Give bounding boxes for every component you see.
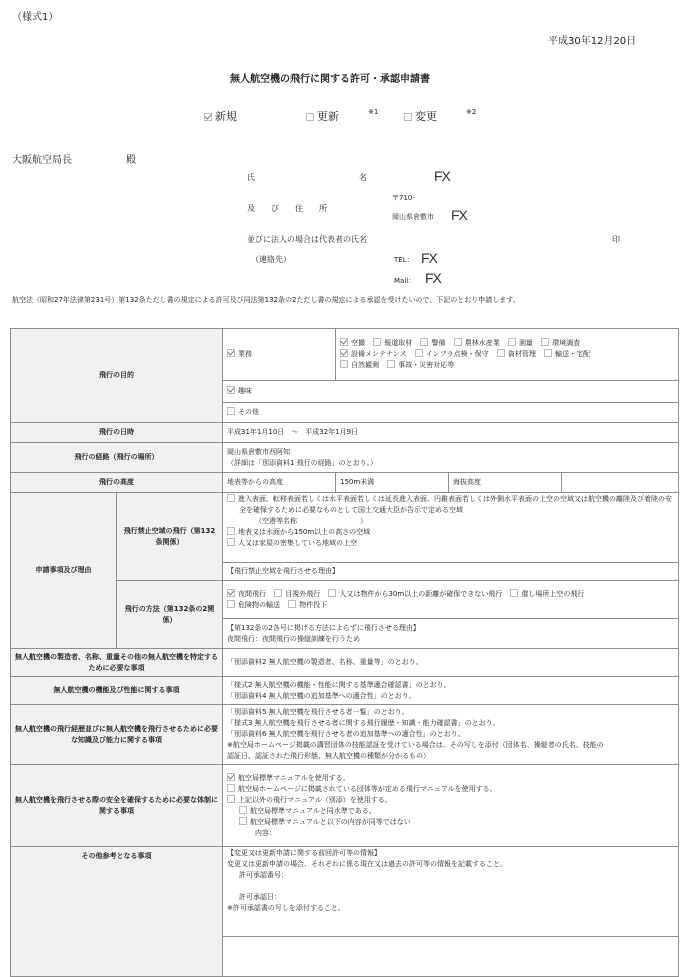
checkbox-icon bbox=[227, 494, 235, 502]
checkbox-icon bbox=[328, 589, 336, 597]
check-icon bbox=[227, 349, 235, 357]
name-value: FX bbox=[434, 168, 450, 184]
method-bvlos[interactable]: 目視外飛行 bbox=[274, 589, 320, 600]
application-date: 平成30年12月20日 bbox=[548, 36, 637, 47]
checkbox-icon bbox=[227, 784, 235, 792]
address-label: 及 び 住 所 bbox=[247, 204, 327, 213]
method-items bbox=[223, 581, 679, 619]
prohibited-item-dense[interactable]: 人又は家屋の密集している地域の上空 bbox=[227, 538, 674, 549]
checkbox-icon bbox=[387, 360, 395, 368]
dates-label: 飛行の日時 bbox=[11, 423, 223, 443]
safety-std-manual[interactable]: 航空局標準マニュアルを使用する。 bbox=[227, 773, 674, 784]
checkbox-icon bbox=[404, 113, 412, 121]
address-value: FX bbox=[451, 207, 467, 223]
type-new[interactable]: 新規 bbox=[204, 108, 237, 124]
mail-value: FX bbox=[425, 270, 441, 286]
checkbox-icon bbox=[227, 527, 235, 535]
checkbox-icon bbox=[544, 349, 552, 357]
checkbox-icon bbox=[306, 113, 314, 121]
checkbox-icon bbox=[415, 349, 423, 357]
route-value: 岡山県倉敷市西阿知 （詳細は「別添資料1 飛行の経路」のとおり。） bbox=[223, 443, 679, 473]
checkbox-icon bbox=[510, 589, 518, 597]
note-mark-2: ※2 bbox=[466, 108, 477, 116]
manufacturer-value: 「別添資料2 無人航空機の製造者、名称、重量等」のとおり。 bbox=[223, 649, 679, 677]
manufacturer-label: 無人航空機の製造者、名称、重量その他の無人航空機を特定するために必要な事項 bbox=[11, 649, 223, 677]
form-number: （様式1） bbox=[12, 12, 59, 23]
opt-infra[interactable]: インフラ点検・保守 bbox=[415, 349, 489, 360]
checkbox-icon bbox=[227, 407, 235, 415]
method-drop[interactable]: 物件投下 bbox=[288, 600, 327, 611]
prohibited-item-airport[interactable]: 進入表面、転移表面若しくは水平表面若しくは延長進入表面、円錐表面若しくは外側水平表面の上空の空域又は航空機の離陸及び着陸の安全を確保するために必要なものとして国土交通大臣が告示で定める空域 bbox=[227, 494, 674, 516]
opt-delivery[interactable]: 輸送・宅配 bbox=[544, 349, 590, 360]
checkbox-icon bbox=[541, 338, 549, 346]
checkbox-icon bbox=[274, 589, 282, 597]
method-event[interactable]: 催し場所上空の飛行 bbox=[510, 589, 584, 600]
method-30m[interactable]: 人又は物件から30m以上の距離が確保できない飛行 bbox=[328, 589, 502, 600]
business-options bbox=[336, 329, 679, 381]
addressee: 大阪航空局長 bbox=[12, 155, 72, 166]
performance-value: 「様式2 無人航空機の機能・性能に関する基準適合確認書」のとおり。 「別添資料4 無人航空機の追加基準への適合性」のとおり。 bbox=[223, 677, 679, 705]
opt-aerial[interactable]: 空撮 bbox=[340, 338, 365, 349]
checkbox-icon bbox=[239, 817, 247, 825]
check-icon bbox=[227, 386, 235, 394]
page-title: 無人航空機の飛行に関する許可・承認申請書 bbox=[230, 74, 430, 85]
experience-value: 「別添資料5 無人航空機を飛行させる者一覧」のとおり。 「様式3 無人航空機を飛行させる者に関する飛行履歴・知識・能力確認書」のとおり。 「別添資料6 無人航空機を飛行させる者の追加基準への適合性」のとおり。 ※航空局ホームページ掲載の講習団体の技能認証を受けている場合は、その写しを添付（団体名、操縦者の氏名、技能の 認証日、認証された飛行形態、無人航空機の種類が分かるもの） bbox=[223, 705, 679, 765]
seal-mark: 印 bbox=[612, 235, 620, 244]
intro-text: 航空法（昭和27年法律第231号）第132条ただし書の規定による許可及び同法第132条の2ただし書の規定による承認を受けたいので、下記のとおり申請します。 bbox=[12, 296, 520, 304]
representative-label: 並びに法人の場合は代表者の氏名 bbox=[247, 235, 367, 244]
checkbox-icon bbox=[373, 338, 381, 346]
checkbox-icon bbox=[227, 600, 235, 608]
safety-not-same[interactable]: 航空局標準マニュアルと以下の内容が同等ではない bbox=[227, 817, 674, 828]
purpose-hobby[interactable]: 趣味 bbox=[223, 381, 679, 403]
type-change[interactable]: 変更 bbox=[404, 108, 437, 124]
check-icon bbox=[340, 338, 348, 346]
safety-other-manual[interactable]: 上記以外の飛行マニュアル（別添）を使用する。 bbox=[227, 795, 674, 806]
prohibited-item-150m[interactable]: 地表又は水面から150m以上の高さの空域 bbox=[227, 527, 674, 538]
checkbox-icon bbox=[508, 338, 516, 346]
checkbox-icon bbox=[340, 360, 348, 368]
postal-code: 〒710- bbox=[392, 194, 415, 202]
route-label: 飛行の経路（飛行の場所） bbox=[11, 443, 223, 473]
performance-label: 無人航空機の機能及び性能に関する事項 bbox=[11, 677, 223, 705]
contact-label: （連絡先） bbox=[251, 255, 291, 264]
dates-value: 平成31年1月10日 ～ 平成32年1月9日 bbox=[223, 423, 679, 443]
other-ref-label: その他参考となる事項 bbox=[11, 847, 223, 977]
check-icon bbox=[227, 589, 235, 597]
name-label: 氏 名 bbox=[247, 173, 367, 182]
experience-label: 無人航空機の飛行経歴並びに無人航空機を飛行させるために必要な知識及び能力に関する事項 bbox=[11, 705, 223, 765]
opt-materials[interactable]: 資材管理 bbox=[497, 349, 536, 360]
checkbox-icon bbox=[497, 349, 505, 357]
checkbox-icon bbox=[288, 600, 296, 608]
method-reason: 【第132条の2各号に掲げる方法によらずに飛行させる理由】 夜間飛行：夜間飛行の操縦訓練を行うため bbox=[223, 619, 679, 649]
tel-label: TEL： bbox=[394, 256, 414, 264]
altitude-ground-value: 150m未満 bbox=[336, 473, 449, 493]
safety-label: 無人航空機を飛行させる際の安全を確保するために必要な体制に関する事項 bbox=[11, 765, 223, 847]
altitude-ground-label: 地表等からの高度 bbox=[223, 473, 336, 493]
opt-env[interactable]: 環境調査 bbox=[541, 338, 580, 349]
opt-security[interactable]: 警備 bbox=[420, 338, 445, 349]
checkbox-icon bbox=[227, 795, 235, 803]
checkbox-icon bbox=[454, 338, 462, 346]
method-night[interactable]: 夜間飛行 bbox=[227, 589, 266, 600]
purpose-business[interactable]: 業務 bbox=[223, 329, 336, 381]
prohibited-label: 飛行禁止空域の飛行（第132条関係） bbox=[117, 493, 223, 581]
opt-nature[interactable]: 自然観測 bbox=[340, 360, 379, 371]
altitude-sea-value bbox=[562, 473, 679, 493]
prohibited-items bbox=[223, 493, 679, 563]
safety-value bbox=[223, 765, 679, 847]
purpose-label: 飛行の目的 bbox=[11, 329, 223, 423]
mail-label: Mail： bbox=[394, 277, 416, 285]
tel-value: FX bbox=[421, 250, 437, 266]
check-icon bbox=[204, 113, 212, 121]
checkbox-icon bbox=[420, 338, 428, 346]
other-ref-blank bbox=[223, 937, 679, 977]
type-renew[interactable]: 更新 bbox=[306, 108, 339, 124]
altitude-label: 飛行の高度 bbox=[11, 473, 223, 493]
opt-maintenance[interactable]: 設備メンテナンス bbox=[340, 349, 406, 360]
safety-content-label: 内容： bbox=[255, 828, 276, 837]
opt-disaster[interactable]: 事故・災害対応等 bbox=[387, 360, 454, 371]
airspace-name: （空港等名称 ） bbox=[255, 517, 367, 525]
safety-hp-manual[interactable]: 航空局ホームページに掲載されている団体等が定める飛行マニュアルを使用する。 bbox=[227, 784, 674, 795]
altitude-sea-label: 海抜高度 bbox=[449, 473, 562, 493]
address-city: 岡山県倉敷市 bbox=[392, 213, 434, 221]
check-icon bbox=[227, 773, 235, 781]
reason-label: 申請事項及び理由 bbox=[11, 493, 117, 649]
opt-agri[interactable]: 農林水産業 bbox=[454, 338, 500, 349]
opt-survey[interactable]: 測量 bbox=[508, 338, 533, 349]
opt-news[interactable]: 報道取材 bbox=[373, 338, 412, 349]
check-icon bbox=[340, 349, 348, 357]
purpose-other[interactable]: その他 bbox=[223, 403, 679, 423]
other-ref-value: 【変更又は更新申請に関する前回許可等の情報】 変更又は更新申請の場合、それぞれに係る現在又は過去の許可等の情報を記載すること。 許可承認番号： 許可承認日： ※許可承認書の写しを添付すること。 bbox=[223, 847, 679, 937]
checkbox-icon bbox=[239, 806, 247, 814]
addressee-suffix: 殿 bbox=[126, 155, 136, 166]
checkbox-icon bbox=[227, 538, 235, 546]
method-label: 飛行の方法（第132条の2関係） bbox=[117, 581, 223, 649]
note-mark-1: ※1 bbox=[368, 108, 379, 116]
method-hazmat[interactable]: 危険物の輸送 bbox=[227, 600, 280, 611]
prohibited-reason: 【飛行禁止空域を飛行させる理由】 bbox=[223, 563, 679, 581]
safety-same-level[interactable]: 航空局標準マニュアルと同水準である。 bbox=[227, 806, 674, 817]
application-table bbox=[10, 328, 679, 977]
